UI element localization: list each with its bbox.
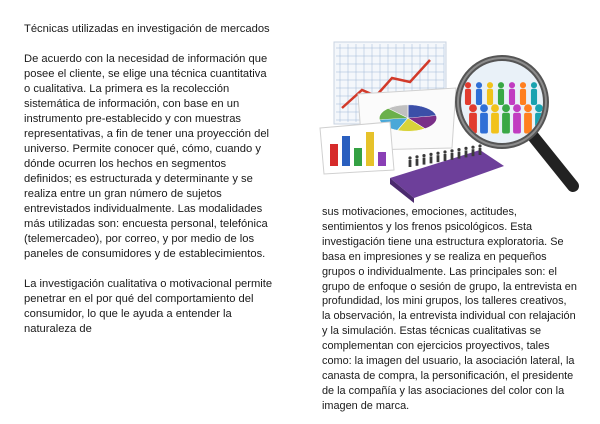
- figure-body: [491, 113, 499, 134]
- figure-body: [520, 89, 526, 105]
- figure-head: [524, 104, 532, 112]
- right-column: [322, 205, 578, 414]
- article-title: Técnicas utilizadas en investigación de mercados: [24, 23, 270, 35]
- figure-body: [509, 89, 515, 105]
- bar: [378, 152, 386, 166]
- paragraph-quantitative: De acuerdo con la necesidad de información que posee el cliente, se elige una técnica cuantitativa o cualitativa. La primera es la recolección sistemática de información, con base en un instrumento pre-establecido y con muestras representativas, a fin de tener una proyección del universo. Permite conocer qué, cómo, cuando y dónde ocurren los hechos en segmentos definidos; es estructurada y determinante y se realiza entre un gran número de sujetos entrevistados individualmente. Las modalidades más utilizadas son: encuesta personal, telefónica (telemercadeo), por correo, y por medio de los paneles de consumidores y de establecimientos.: [24, 53, 270, 260]
- figure-head: [480, 104, 488, 112]
- figure-head: [469, 104, 477, 112]
- bar-chart-card: [320, 122, 394, 174]
- figure-body: [487, 89, 493, 105]
- bar: [342, 136, 350, 166]
- paragraph-qualitative-continued: sus motivaciones, emociones, actitudes, sentimientos y los frenos psicológicos. Esta investigación tiene una estructura exploratoria. Se basa en impresiones y se realiza en pequeños grupos o individualmente. Las principales son: el grupo de enfoque o sesión de grupo, la entrevista en profundidad, los mini grupos, los talleres creativos, la observación, la entrevista individual con relajación y la simulación. Estas técnicas cualitativas se complementan con ejercicios proyectivos, tales como: la imagen del usuario, la asociación lateral, la canasta de compra, la personificación, el presidente de la compañía y las asociaciones del color con la imagen de marca.: [322, 206, 577, 412]
- figure-body: [498, 89, 504, 105]
- figure-body: [465, 89, 471, 105]
- figure-body: [480, 113, 488, 134]
- figure-body: [502, 113, 510, 134]
- figure-head: [509, 82, 515, 88]
- figure-body: [531, 89, 537, 105]
- bar: [366, 132, 374, 166]
- figure-head: [520, 82, 526, 88]
- figure-head: [487, 82, 493, 88]
- figure-body: [476, 89, 482, 105]
- crowd-platform: [390, 144, 504, 203]
- figure-body: [513, 113, 521, 134]
- figure-head: [491, 104, 499, 112]
- left-column: [24, 22, 274, 352]
- figure-head: [476, 82, 482, 88]
- figure-head: [498, 82, 504, 88]
- figure-head: [513, 104, 521, 112]
- bar: [330, 144, 338, 166]
- figure-head: [535, 104, 543, 112]
- bar: [354, 148, 362, 166]
- figure-body: [524, 113, 532, 134]
- paragraph-qualitative-start: La investigación cualitativa o motivacional permite penetrar en el por qué del comportamiento del consumidor, lo que le ayuda a entender la naturaleza de: [24, 278, 273, 335]
- figure-head: [465, 82, 471, 88]
- figure-head: [502, 104, 510, 112]
- market-research-illustration: [318, 38, 586, 203]
- figure-head: [531, 82, 537, 88]
